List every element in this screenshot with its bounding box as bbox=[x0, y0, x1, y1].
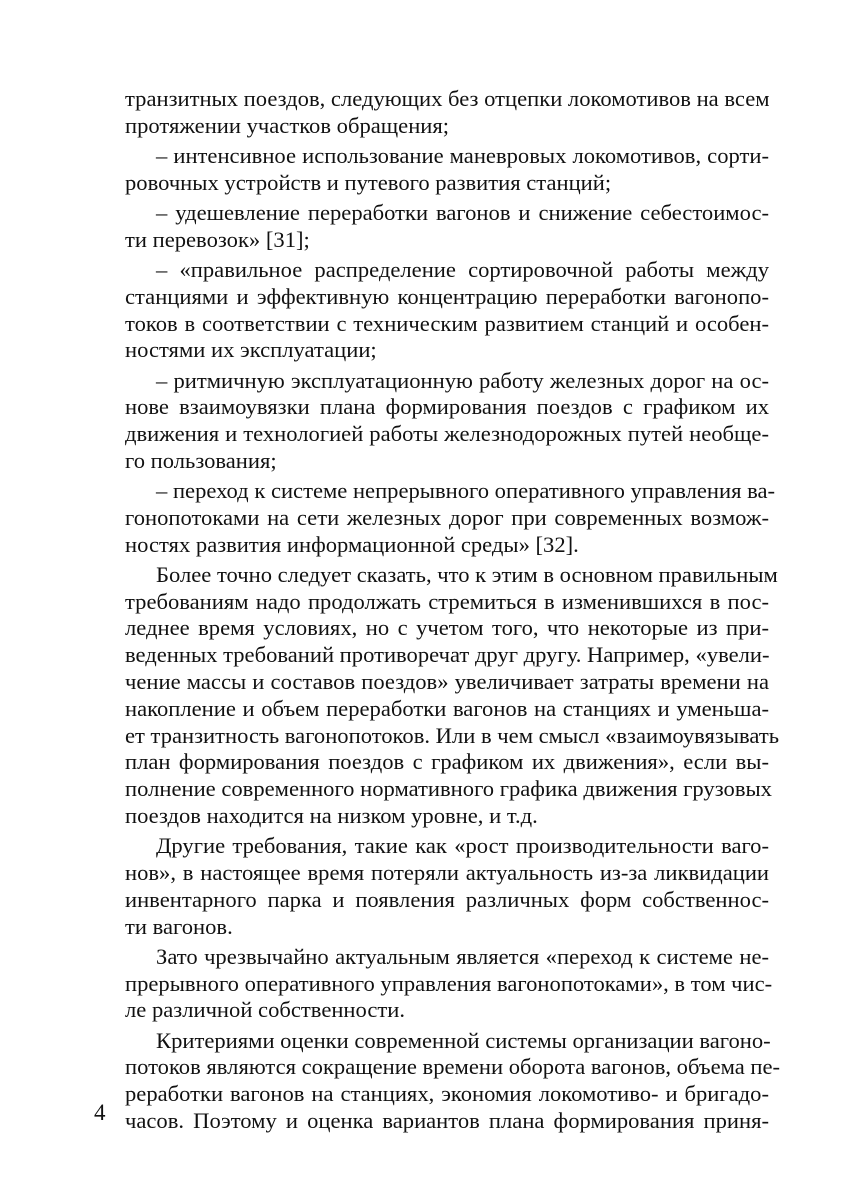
text-line: – переход к системе непрерывного оперативного управления ва- bbox=[156, 478, 776, 504]
paragraph bbox=[94, 561, 779, 830]
text-line: накопление и объем переработки вагонов на станциях и уменьша- bbox=[125, 695, 769, 721]
text-line: ти перевозок» [31]; bbox=[125, 226, 310, 252]
paragraph bbox=[94, 143, 769, 197]
text-line: реработки вагонов на станциях, экономия локомотиво- и бригадо- bbox=[125, 1081, 769, 1107]
text-line: – ритмичную эксплуатационную работу железных дорог на ос- bbox=[156, 367, 769, 393]
paragraph bbox=[94, 943, 773, 1024]
text-line: план формирования поездов с графиком их движения», если вы- bbox=[125, 749, 769, 775]
text-line: ти вагонов. bbox=[125, 913, 233, 939]
paragraph bbox=[94, 200, 769, 254]
text-line: ровочных устройств и путевого развития станций; bbox=[125, 169, 612, 195]
text-line: ностях развития информационной среды» [32]. bbox=[125, 531, 579, 557]
paragraph bbox=[94, 1027, 781, 1135]
text-line: станциями и эффективную концентрацию переработки вагонопо- bbox=[125, 283, 769, 309]
paragraph bbox=[94, 257, 769, 364]
text-line: нов», в настоящее время потеряли актуальность из-за ликвидации bbox=[125, 860, 769, 886]
text-line: нове взаимоувязки плана формирования поездов с графиком их bbox=[125, 394, 769, 420]
text-line: движения и технологией работы железнодорожных путей необще- bbox=[125, 421, 769, 447]
paragraph bbox=[94, 368, 769, 475]
text-line: требованиям надо продолжать стремиться в изменившихся в пос- bbox=[125, 588, 769, 614]
paragraph bbox=[94, 86, 769, 140]
text-line: – интенсивное использование маневровых локомотивов, сорти- bbox=[156, 142, 769, 168]
text-line: токов в соответствии с техническим развитием станций и особен- bbox=[125, 310, 769, 336]
paragraph bbox=[94, 833, 769, 940]
text-line: чение массы и составов поездов» увеличивает затраты времени на bbox=[125, 669, 769, 695]
page-body bbox=[94, 86, 781, 1138]
text-line: – «правильное распределение сортировочной работы между bbox=[156, 256, 769, 282]
text-line: гонопотоками на сети железных дорог при современных возмож- bbox=[125, 504, 769, 530]
text-line: Критериями оценки современной системы организации вагоно- bbox=[156, 1027, 771, 1053]
text-line: полнение современного нормативного графика движения грузовых bbox=[125, 776, 772, 802]
page-number: 4 bbox=[94, 1100, 106, 1125]
text-line: – удешевление переработки вагонов и снижение себестоимос- bbox=[156, 199, 769, 225]
text-line: транзитных поездов, следующих без отцепки локомотивов на всем bbox=[125, 86, 770, 111]
text-line: веденных требований противоречат друг другу. Например, «увели- bbox=[125, 642, 770, 668]
text-line: поездов находится на низком уровне, и т.д. bbox=[125, 803, 538, 829]
text-line: Другие требования, такие как «рост производительности ваго- bbox=[156, 833, 769, 859]
text-line: прерывного оперативного управления вагонопотоками», в том чис- bbox=[125, 970, 773, 996]
text-line: протяжении участков обращения; bbox=[125, 112, 450, 138]
text-line: ле различной собственности. bbox=[125, 997, 406, 1023]
paragraph bbox=[94, 478, 776, 558]
text-line: часов. Поэтому и оценка вариантов плана формирования приня- bbox=[125, 1108, 769, 1133]
text-line: потоков являются сокращение времени оборота вагонов, объема пе- bbox=[125, 1054, 781, 1080]
text-line: ностями их эксплуатации; bbox=[125, 337, 377, 363]
text-line: леднее время условиях, но с учетом того, что некоторые из при- bbox=[125, 615, 769, 641]
text-line: ет транзитность вагонопотоков. Или в чем смысл «взаимоувязывать bbox=[125, 722, 779, 748]
text-line: инвентарного парка и появления различных форм собственнос- bbox=[125, 886, 769, 912]
text-line: Зато чрезвычайно актуальным является «переход к системе не- bbox=[156, 943, 769, 969]
text-line: Более точно следует сказать, что к этим в основном правильным bbox=[156, 561, 778, 587]
text-line: го пользования; bbox=[125, 447, 277, 473]
